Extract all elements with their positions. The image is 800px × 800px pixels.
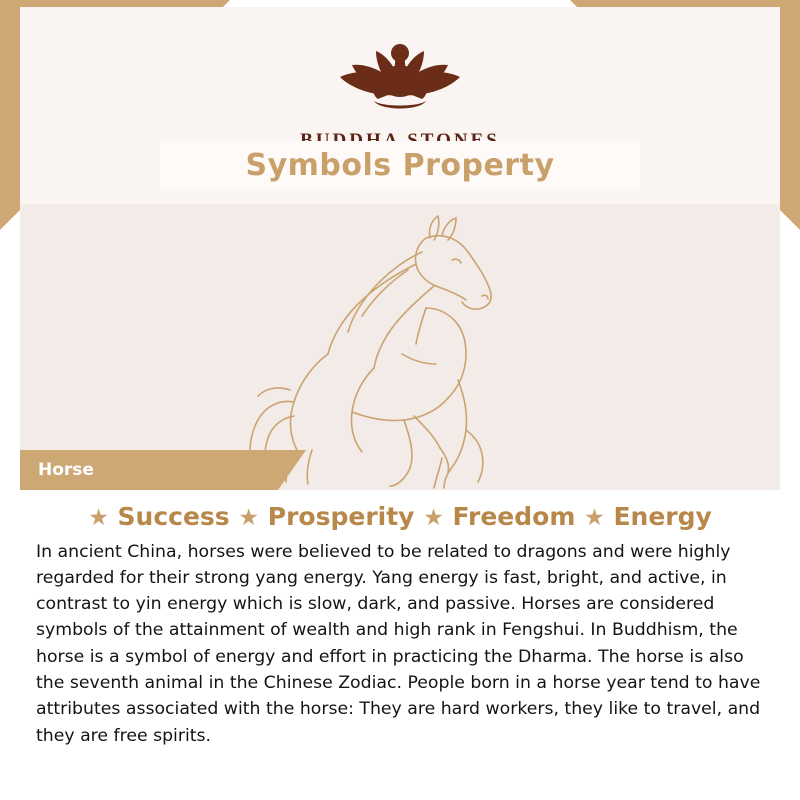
attribute-prosperity: Prosperity <box>267 502 415 531</box>
description-panel <box>20 490 780 793</box>
star-icon: ★ <box>238 505 260 531</box>
star-icon: ★ <box>584 505 605 531</box>
symbol-name: Horse <box>38 460 94 480</box>
brand-header <box>20 25 780 152</box>
star-icon: ★ <box>423 505 444 531</box>
description-text: In ancient China, horses were believed to be related to dragons and were highly regarded for their strong yang energy. Yang energy is fast, bright, and active, in contrast to yin energy which is slow, dark, and passive. Horses are considered symbols of the attainment of wealth and high rank in Fengshui. In Buddhism, the horse is a symbol of energy and effort in practicing the Dharma. The horse is also the seventh animal in the Chinese Zodiac. People born in a horse year tend to have attributes associated with the horse: They are hard workers, they like to travel, and they are free spirits. <box>36 541 761 746</box>
content-card <box>20 7 780 793</box>
page-title: Symbols Property <box>245 147 555 183</box>
attribute-success: Success <box>117 502 230 531</box>
attribute-freedom: Freedom <box>452 502 576 531</box>
attributes-row <box>36 502 764 533</box>
lotus-meditation-icon <box>20 25 780 126</box>
label-ribbon <box>20 450 278 490</box>
star-icon: ★ <box>88 505 109 531</box>
label-ribbon-tail <box>278 450 306 490</box>
attribute-energy: Energy <box>613 502 712 531</box>
title-bar <box>160 141 640 189</box>
